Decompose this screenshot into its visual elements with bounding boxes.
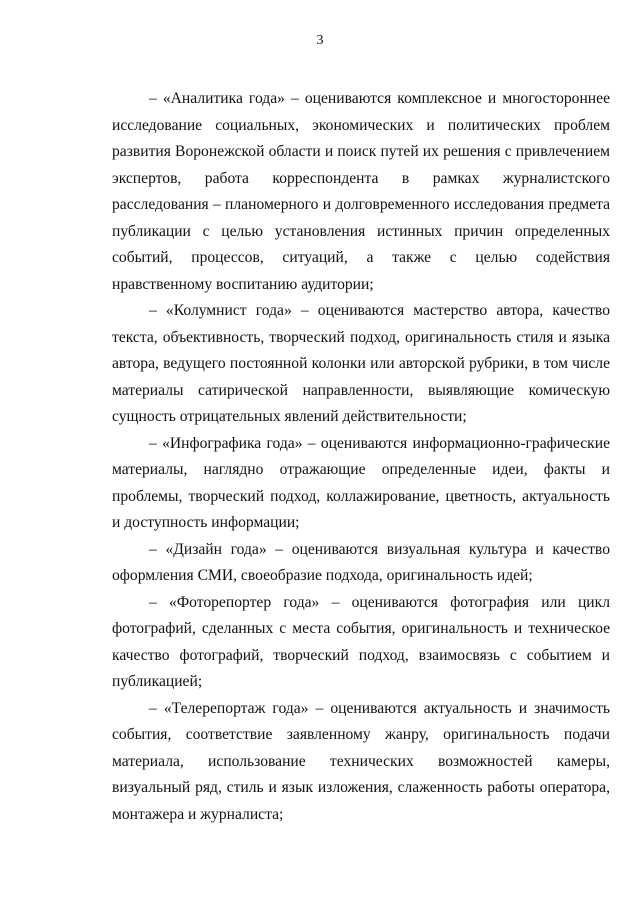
paragraph-analytics: – «Аналитика года» – оцениваются комплексное и многостороннее исследование социальных, экономических и политических проблем развития Воронежской области и поиск путей их решения с привлечением экспертов, работа корреспондента в рамках журналистского расследования – планомерного и долговременного исследования предмета публикации с целью установления истинных причин определенных событий, процессов, ситуаций, а также с целью содействия нравственному воспитанию аудитории;	[112, 90, 610, 293]
paragraph-infographics: – «Инфографика года» – оцениваются информационно-графические материалы, наглядно отражающие определенные идеи, факты и проблемы, творческий подход, коллажирование, цветность, актуальность и доступность информации;	[112, 434, 610, 531]
document-body	[112, 86, 610, 828]
paragraph-tv-report: – «Телерепортаж года» – оцениваются актуальность и значимость события, соответствие заявленному жанру, оригинальность подачи материала, использование технических возможностей камеры, визуальный ряд, стиль и язык изложения, слаженность работы оператора, монтажера и журналиста;	[112, 699, 610, 823]
page-number: 3	[316, 33, 324, 48]
paragraph-design: – «Дизайн года» – оцениваются визуальная культура и качество оформления СМИ, своеобразие подхода, оригинальность идей;	[112, 540, 610, 584]
paragraph-columnist: – «Колумнист года» – оцениваются мастерство автора, качество текста, объективность, творческий подход, оригинальность стиля и языка автора, ведущего постоянной колонки или авторской рубрики, в том числе материалы сатирической направленности, выявляющие комическую сущность отрицательных явлений действительности;	[112, 302, 610, 425]
paragraph-photoreporter: – «Фоторепортер года» – оцениваются фотография или цикл фотографий, сделанных с места события, оригинальность и техническое качество фотографий, творческий подход, взаимосвязь с событием и публикацией;	[112, 593, 610, 690]
